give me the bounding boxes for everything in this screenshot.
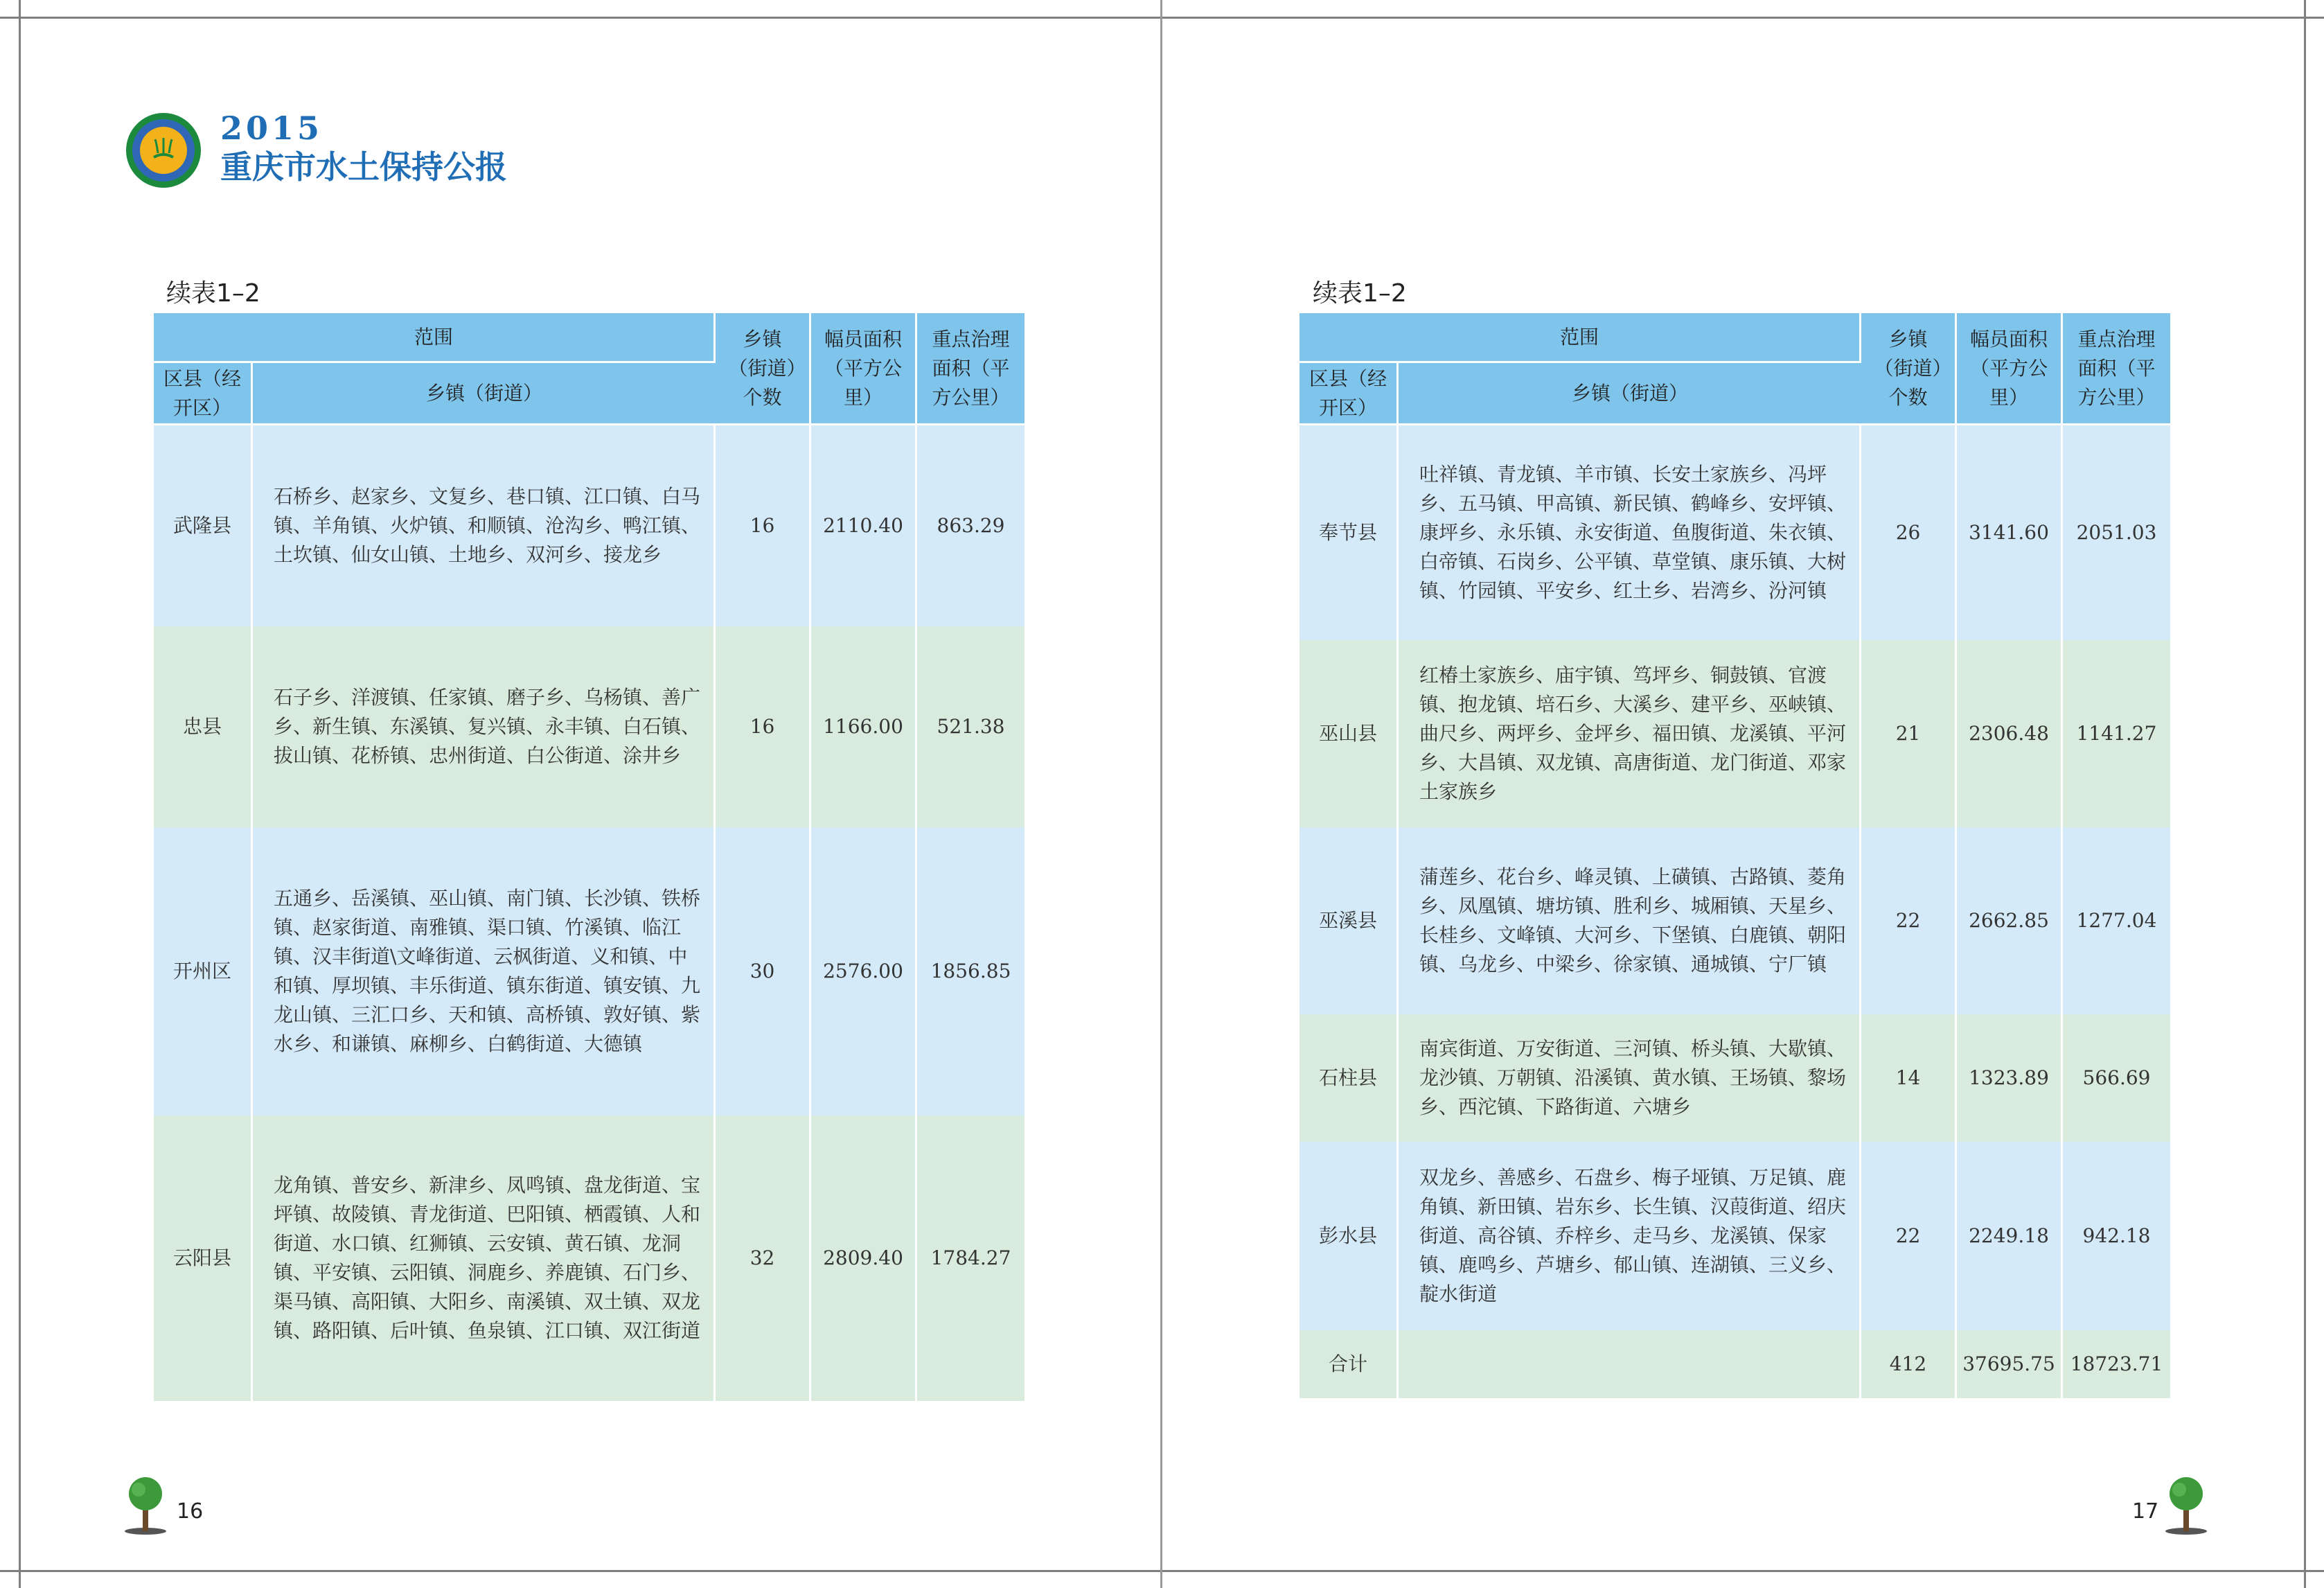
towns-cell: 石桥乡、赵家乡、文复乡、巷口镇、江口镇、白马镇、羊角镇、火炉镇、和顺镇、沧沟乡、鸭江镇、土坎镇、仙女山镇、土地乡、双河乡、接龙乡: [253, 425, 716, 626]
count-cell: 26: [1861, 425, 1957, 640]
area-cell: 2249.18: [1957, 1142, 2063, 1330]
towns-cell: 五通乡、岳溪镇、巫山镇、南门镇、长沙镇、铁桥镇、赵家街道、南雅镇、渠口镇、竹溪镇、临江镇、汉丰街道\文峰街道、云枫街道、义和镇、中和镇、厚坝镇、丰乐街道、镇东街道、镇安镇、九龙山镇、三汇口乡、天和镇、高桥镇、敦好镇、紫水乡、和谦镇、麻柳乡、白鹤街道、大德镇: [253, 827, 716, 1115]
district-cell: 巫山县: [1300, 640, 1399, 827]
header-title: 重庆市水土保持公报: [220, 148, 507, 186]
key-area-cell: 1141.27: [2063, 640, 2170, 827]
table-row: [154, 827, 1024, 1115]
table-caption-right: 续表1–2: [1313, 279, 1407, 308]
towns-cell: 南宾街道、万安街道、三河镇、桥头镇、大歇镇、龙沙镇、万朝镇、沿溪镇、黄水镇、王场镇、黎场乡、西沱镇、下路街道、六塘乡: [1399, 1014, 1861, 1142]
key-area-cell: 566.69: [2063, 1014, 2170, 1142]
table-row: [1300, 1142, 2170, 1330]
bulletin-logo: [126, 113, 201, 188]
area-cell: 1166.00: [811, 626, 917, 827]
towns-cell: 双龙乡、善感乡、石盘乡、梅子垭镇、万足镇、鹿角镇、新田镇、岩东乡、长生镇、汉葭街道、绍庆街道、高谷镇、乔梓乡、走马乡、龙溪镇、保家镇、鹿鸣乡、芦塘乡、郁山镇、连湖镇、三义乡、靛水街道: [1399, 1142, 1861, 1330]
page-number-right: 17: [2132, 1499, 2159, 1524]
key-area-cell: 2051.03: [2063, 425, 2170, 640]
area-cell: 1323.89: [1957, 1014, 2063, 1142]
count-cell: 22: [1861, 827, 1957, 1014]
area-cell: 2809.40: [811, 1115, 917, 1401]
table-right: [1300, 313, 2170, 1398]
total-towns-cell: [1399, 1330, 1861, 1398]
table-row: [1300, 1014, 2170, 1142]
total-count: 412: [1861, 1330, 1957, 1398]
table-row: [1300, 827, 2170, 1014]
key-area-cell: 521.38: [917, 626, 1024, 827]
towns-cell: 石子乡、洋渡镇、任家镇、磨子乡、乌杨镇、善广乡、新生镇、东溪镇、复兴镇、永丰镇、白石镇、拔山镇、花桥镇、忠州街道、白公街道、涂井乡: [253, 626, 716, 827]
key-area-cell: 1856.85: [917, 827, 1024, 1115]
towns-cell: 蒲莲乡、花台乡、峰灵镇、上磺镇、古路镇、菱角乡、凤凰镇、塘坊镇、胜利乡、城厢镇、天星乡、长桂乡、文峰镇、大河乡、下堡镇、白鹿镇、朝阳镇、乌龙乡、中梁乡、徐家镇、通城镇、宁厂镇: [1399, 827, 1861, 1014]
col-header-district: 区县（经开区）: [1300, 363, 1399, 425]
count-cell: 30: [716, 827, 811, 1115]
area-cell: 2110.40: [811, 425, 917, 626]
col-header-scope: 范围: [154, 313, 716, 363]
col-header-count: 乡镇（街道）个数: [1861, 313, 1957, 425]
tree-icon: [123, 1476, 168, 1535]
col-header-towns: 乡镇（街道）: [1399, 363, 1861, 425]
col-header-district: 区县（经开区）: [154, 363, 253, 425]
district-cell: 武隆县: [154, 425, 253, 626]
key-area-cell: 1784.27: [917, 1115, 1024, 1401]
count-cell: 21: [1861, 640, 1957, 827]
district-cell: 奉节县: [1300, 425, 1399, 640]
towns-cell: 吐祥镇、青龙镇、羊市镇、长安土家族乡、冯坪乡、五马镇、甲高镇、新民镇、鹤峰乡、安坪镇、康坪乡、永乐镇、永安街道、鱼腹街道、朱衣镇、白帝镇、石岗乡、公平镇、草堂镇、康乐镇、大树镇、竹园镇、平安乡、红土乡、岩湾乡、汾河镇: [1399, 425, 1861, 640]
page-border-right: [2304, 0, 2306, 1588]
table-row: [154, 425, 1024, 626]
count-cell: 14: [1861, 1014, 1957, 1142]
count-cell: 22: [1861, 1142, 1957, 1330]
table-left: [154, 313, 1024, 1401]
total-label: 合计: [1300, 1330, 1399, 1398]
col-header-area: 幅员面积（平方公里）: [1957, 313, 2063, 425]
page-border-left: [19, 0, 21, 1588]
total-key-area: 18723.71: [2063, 1330, 2170, 1398]
table-caption-left: 续表1–2: [166, 279, 260, 308]
table-row: [154, 626, 1024, 827]
district-cell: 彭水县: [1300, 1142, 1399, 1330]
col-header-key-area: 重点治理面积（平方公里）: [917, 313, 1024, 425]
col-header-key-area: 重点治理面积（平方公里）: [2063, 313, 2170, 425]
district-cell: 巫溪县: [1300, 827, 1399, 1014]
col-header-area: 幅员面积（平方公里）: [811, 313, 917, 425]
header-year: 2015: [220, 109, 323, 147]
district-cell: 忠县: [154, 626, 253, 827]
area-cell: 2576.00: [811, 827, 917, 1115]
area-cell: 2662.85: [1957, 827, 2063, 1014]
col-header-scope: 范围: [1300, 313, 1861, 363]
col-header-towns: 乡镇（街道）: [253, 363, 716, 425]
count-cell: 16: [716, 425, 811, 626]
book-spine: [1160, 0, 1162, 1588]
key-area-cell: 1277.04: [2063, 827, 2170, 1014]
area-cell: 3141.60: [1957, 425, 2063, 640]
key-area-cell: 942.18: [2063, 1142, 2170, 1330]
total-area: 37695.75: [1957, 1330, 2063, 1398]
district-cell: 云阳县: [154, 1115, 253, 1401]
col-header-count: 乡镇（街道）个数: [716, 313, 811, 425]
table-row: [154, 1115, 1024, 1401]
tree-icon: [2164, 1476, 2208, 1535]
towns-cell: 红椿土家族乡、庙宇镇、笃坪乡、铜鼓镇、官渡镇、抱龙镇、培石乡、大溪乡、建平乡、巫峡镇、曲尺乡、两坪乡、金坪乡、福田镇、龙溪镇、平河乡、大昌镇、双龙镇、高唐街道、龙门街道、邓家土家族乡: [1399, 640, 1861, 827]
sprout-icon: [151, 136, 176, 160]
key-area-cell: 863.29: [917, 425, 1024, 626]
district-cell: 开州区: [154, 827, 253, 1115]
page-number-left: 16: [177, 1499, 204, 1524]
count-cell: 16: [716, 626, 811, 827]
towns-cell: 龙角镇、普安乡、新津乡、凤鸣镇、盘龙街道、宝坪镇、故陵镇、青龙街道、巴阳镇、栖霞镇、人和街道、水口镇、红狮镇、云安镇、黄石镇、龙洞镇、平安镇、云阳镇、洞鹿乡、养鹿镇、石门乡、渠马镇、高阳镇、大阳乡、南溪镇、双土镇、双龙镇、路阳镇、后叶镇、鱼泉镇、江口镇、双江街道: [253, 1115, 716, 1401]
table-row: [1300, 425, 2170, 640]
total-row: [1300, 1330, 2170, 1398]
table-row: [1300, 640, 2170, 827]
area-cell: 2306.48: [1957, 640, 2063, 827]
count-cell: 32: [716, 1115, 811, 1401]
district-cell: 石柱县: [1300, 1014, 1399, 1142]
